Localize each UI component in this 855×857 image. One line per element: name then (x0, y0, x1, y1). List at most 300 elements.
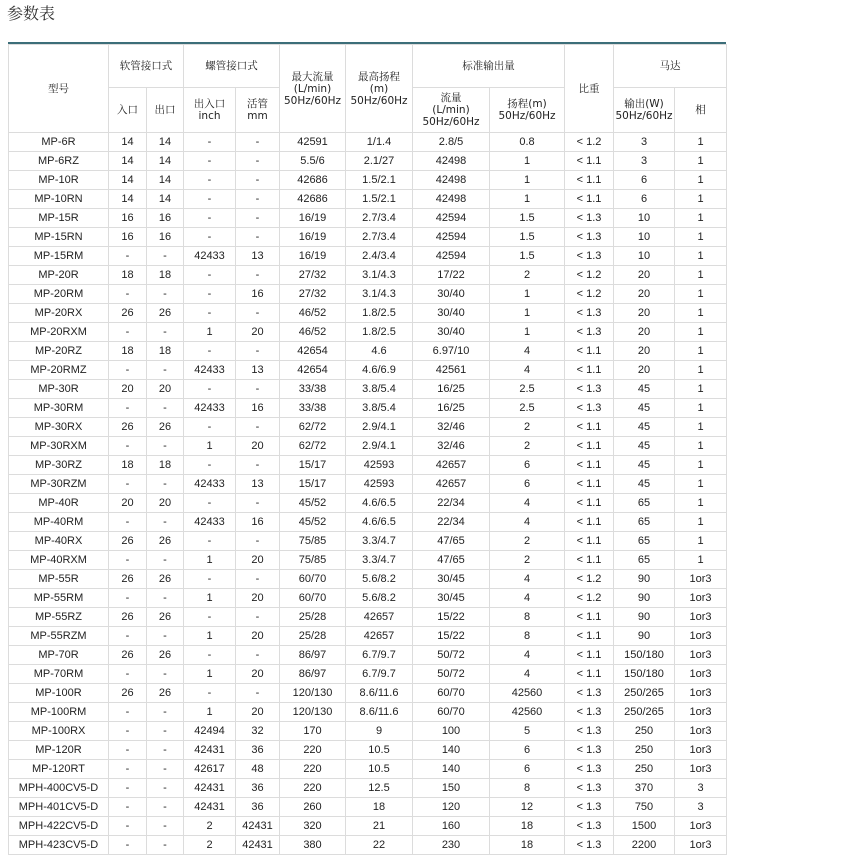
cell-specific-gravity: < 1.1 (565, 418, 614, 437)
cell-live-pipe-mm: - (236, 570, 280, 589)
cell-std-flow: 42498 (413, 171, 490, 190)
cell-specific-gravity: < 1.1 (565, 152, 614, 171)
cell-specific-gravity: < 1.1 (565, 627, 614, 646)
cell-inlet: 26 (109, 532, 147, 551)
cell-specific-gravity: < 1.3 (565, 760, 614, 779)
cell-live-pipe-mm: 20 (236, 703, 280, 722)
cell-motor-phase: 1or3 (675, 836, 727, 855)
cell-inlet: - (109, 665, 147, 684)
cell-outlet: - (147, 589, 184, 608)
cell-specific-gravity: < 1.3 (565, 836, 614, 855)
cell-max-flow: 75/85 (280, 551, 346, 570)
cell-max-head: 2.7/3.4 (346, 228, 413, 247)
cell-outlet: 14 (147, 152, 184, 171)
cell-live-pipe-mm: - (236, 608, 280, 627)
cell-max-head: 42657 (346, 608, 413, 627)
cell-motor-power: 250 (614, 722, 675, 741)
cell-outlet: - (147, 798, 184, 817)
cell-std-flow: 160 (413, 817, 490, 836)
cell-model: MP-55RZM (9, 627, 109, 646)
cell-outlet: 20 (147, 494, 184, 513)
cell-live-pipe-mm: 20 (236, 437, 280, 456)
cell-motor-phase: 1or3 (675, 589, 727, 608)
cell-inlet: - (109, 760, 147, 779)
cell-motor-power: 250 (614, 741, 675, 760)
cell-max-flow: 220 (280, 760, 346, 779)
table-row (9, 494, 727, 513)
cell-in-out-inch: - (184, 342, 236, 361)
cell-std-flow: 30/40 (413, 323, 490, 342)
cell-max-head: 2.9/4.1 (346, 418, 413, 437)
cell-std-flow: 30/45 (413, 570, 490, 589)
table-row (9, 798, 727, 817)
cell-live-pipe-mm: 42431 (236, 817, 280, 836)
cell-outlet: 16 (147, 228, 184, 247)
cell-specific-gravity: < 1.1 (565, 475, 614, 494)
cell-max-flow: 62/72 (280, 418, 346, 437)
cell-motor-power: 3 (614, 133, 675, 152)
cell-std-flow: 50/72 (413, 665, 490, 684)
cell-specific-gravity: < 1.1 (565, 342, 614, 361)
cell-specific-gravity: < 1.1 (565, 513, 614, 532)
cell-specific-gravity: < 1.1 (565, 494, 614, 513)
cell-live-pipe-mm: 13 (236, 361, 280, 380)
cell-live-pipe-mm: - (236, 418, 280, 437)
cell-live-pipe-mm: 36 (236, 741, 280, 760)
cell-max-flow: 33/38 (280, 399, 346, 418)
cell-inlet: - (109, 703, 147, 722)
cell-in-out-inch: - (184, 133, 236, 152)
cell-specific-gravity: < 1.3 (565, 380, 614, 399)
cell-in-out-inch: 1 (184, 551, 236, 570)
cell-max-flow: 25/28 (280, 608, 346, 627)
cell-model: MP-20RZ (9, 342, 109, 361)
table-row (9, 551, 727, 570)
cell-max-flow: 5.5/6 (280, 152, 346, 171)
cell-std-flow: 42657 (413, 475, 490, 494)
cell-motor-phase: 1 (675, 228, 727, 247)
cell-max-head: 4.6 (346, 342, 413, 361)
cell-in-out-inch: 2 (184, 817, 236, 836)
cell-std-flow: 47/65 (413, 551, 490, 570)
cell-in-out-inch: 42433 (184, 399, 236, 418)
cell-motor-power: 6 (614, 171, 675, 190)
cell-live-pipe-mm: 36 (236, 798, 280, 817)
header-max-flow: 最大流量 (L/min) 50Hz/60Hz (280, 45, 346, 133)
table-row (9, 342, 727, 361)
table-row (9, 361, 727, 380)
cell-std-head: 4 (490, 646, 565, 665)
cell-outlet: - (147, 741, 184, 760)
cell-motor-phase: 1 (675, 304, 727, 323)
cell-specific-gravity: < 1.3 (565, 741, 614, 760)
table-row (9, 741, 727, 760)
cell-specific-gravity: < 1.2 (565, 285, 614, 304)
cell-specific-gravity: < 1.3 (565, 323, 614, 342)
cell-specific-gravity: < 1.3 (565, 209, 614, 228)
cell-outlet: - (147, 437, 184, 456)
table-row (9, 266, 727, 285)
cell-outlet: 26 (147, 608, 184, 627)
cell-max-head: 3.8/5.4 (346, 399, 413, 418)
cell-in-out-inch: 1 (184, 703, 236, 722)
cell-inlet: - (109, 247, 147, 266)
cell-specific-gravity: < 1.3 (565, 779, 614, 798)
cell-max-flow: 86/97 (280, 646, 346, 665)
cell-max-flow: 42654 (280, 342, 346, 361)
cell-inlet: 18 (109, 342, 147, 361)
cell-outlet: - (147, 665, 184, 684)
cell-live-pipe-mm: 20 (236, 627, 280, 646)
cell-max-flow: 62/72 (280, 437, 346, 456)
cell-max-head: 3.3/4.7 (346, 532, 413, 551)
cell-inlet: 26 (109, 608, 147, 627)
cell-motor-phase: 1 (675, 342, 727, 361)
cell-in-out-inch: - (184, 209, 236, 228)
cell-max-flow: 33/38 (280, 380, 346, 399)
cell-in-out-inch: 1 (184, 627, 236, 646)
cell-max-head: 21 (346, 817, 413, 836)
cell-inlet: 18 (109, 266, 147, 285)
cell-in-out-inch: - (184, 152, 236, 171)
cell-specific-gravity: < 1.1 (565, 190, 614, 209)
cell-specific-gravity: < 1.1 (565, 532, 614, 551)
cell-motor-phase: 1 (675, 247, 727, 266)
cell-in-out-inch: 42431 (184, 741, 236, 760)
table-row (9, 722, 727, 741)
cell-motor-phase: 1or3 (675, 741, 727, 760)
cell-max-flow: 220 (280, 779, 346, 798)
cell-live-pipe-mm: - (236, 266, 280, 285)
cell-in-out-inch: 42433 (184, 247, 236, 266)
cell-std-head: 1 (490, 285, 565, 304)
cell-inlet: - (109, 551, 147, 570)
cell-specific-gravity: < 1.3 (565, 684, 614, 703)
cell-max-flow: 45/52 (280, 494, 346, 513)
cell-max-head: 4.6/6.5 (346, 513, 413, 532)
cell-outlet: 14 (147, 133, 184, 152)
cell-outlet: - (147, 779, 184, 798)
cell-max-head: 1.5/2.1 (346, 190, 413, 209)
cell-in-out-inch: - (184, 285, 236, 304)
cell-max-head: 2.1/27 (346, 152, 413, 171)
header-phase: 相 (675, 88, 727, 133)
cell-live-pipe-mm: - (236, 456, 280, 475)
cell-motor-power: 45 (614, 475, 675, 494)
cell-std-flow: 15/22 (413, 608, 490, 627)
table-row (9, 152, 727, 171)
cell-max-head: 9 (346, 722, 413, 741)
cell-model: MP-20RMZ (9, 361, 109, 380)
cell-std-flow: 42498 (413, 190, 490, 209)
cell-std-flow: 30/40 (413, 285, 490, 304)
cell-motor-phase: 1 (675, 266, 727, 285)
page-title: 参数表 (7, 4, 56, 23)
cell-live-pipe-mm: - (236, 646, 280, 665)
cell-max-head: 6.7/9.7 (346, 665, 413, 684)
cell-motor-power: 90 (614, 589, 675, 608)
cell-model: MP-100RX (9, 722, 109, 741)
cell-std-head: 8 (490, 608, 565, 627)
cell-motor-phase: 1 (675, 152, 727, 171)
cell-model: MP-40RXM (9, 551, 109, 570)
cell-max-flow: 260 (280, 798, 346, 817)
cell-inlet: - (109, 627, 147, 646)
cell-in-out-inch: - (184, 570, 236, 589)
cell-max-head: 22 (346, 836, 413, 855)
cell-live-pipe-mm: 16 (236, 285, 280, 304)
cell-model: MPH-400CV5-D (9, 779, 109, 798)
cell-std-head: 6 (490, 760, 565, 779)
cell-max-head: 10.5 (346, 760, 413, 779)
table-row (9, 418, 727, 437)
table-body (9, 133, 727, 855)
cell-std-flow: 42561 (413, 361, 490, 380)
cell-std-head: 2.5 (490, 380, 565, 399)
cell-outlet: 18 (147, 342, 184, 361)
cell-max-head: 8.6/11.6 (346, 684, 413, 703)
cell-max-head: 3.3/4.7 (346, 551, 413, 570)
cell-motor-phase: 1or3 (675, 722, 727, 741)
cell-motor-phase: 1 (675, 456, 727, 475)
cell-motor-power: 20 (614, 285, 675, 304)
cell-motor-phase: 1 (675, 171, 727, 190)
table-row (9, 513, 727, 532)
cell-std-head: 42560 (490, 703, 565, 722)
cell-in-out-inch: - (184, 380, 236, 399)
cell-motor-phase: 1or3 (675, 817, 727, 836)
cell-specific-gravity: < 1.3 (565, 722, 614, 741)
cell-max-head: 6.7/9.7 (346, 646, 413, 665)
cell-live-pipe-mm: 13 (236, 247, 280, 266)
cell-model: MP-55R (9, 570, 109, 589)
cell-motor-power: 10 (614, 247, 675, 266)
header-inlet: 入口 (109, 88, 147, 133)
cell-inlet: 26 (109, 684, 147, 703)
cell-live-pipe-mm: 20 (236, 323, 280, 342)
cell-max-flow: 60/70 (280, 589, 346, 608)
table-row (9, 627, 727, 646)
cell-std-head: 1 (490, 323, 565, 342)
table-row (9, 323, 727, 342)
cell-in-out-inch: 1 (184, 323, 236, 342)
cell-live-pipe-mm: 20 (236, 589, 280, 608)
cell-model: MP-20RM (9, 285, 109, 304)
cell-max-head: 1.8/2.5 (346, 304, 413, 323)
cell-motor-power: 65 (614, 532, 675, 551)
cell-inlet: 14 (109, 171, 147, 190)
cell-motor-power: 20 (614, 304, 675, 323)
cell-motor-power: 20 (614, 323, 675, 342)
cell-specific-gravity: < 1.1 (565, 665, 614, 684)
cell-max-flow: 16/19 (280, 209, 346, 228)
header-flow: 流量 (L/min) 50Hz/60Hz (413, 88, 490, 133)
cell-motor-phase: 1or3 (675, 760, 727, 779)
cell-motor-phase: 1or3 (675, 608, 727, 627)
cell-motor-power: 150/180 (614, 665, 675, 684)
cell-specific-gravity: < 1.1 (565, 361, 614, 380)
cell-std-head: 1 (490, 304, 565, 323)
cell-std-flow: 6.97/10 (413, 342, 490, 361)
cell-std-head: 5 (490, 722, 565, 741)
table-row (9, 532, 727, 551)
cell-max-flow: 15/17 (280, 475, 346, 494)
cell-max-flow: 42654 (280, 361, 346, 380)
cell-max-head: 2.7/3.4 (346, 209, 413, 228)
cell-motor-phase: 1 (675, 494, 727, 513)
cell-model: MP-6RZ (9, 152, 109, 171)
header-bellows: 螺管接口式 (184, 45, 280, 88)
cell-inlet: - (109, 589, 147, 608)
header-motor: 马达 (614, 45, 727, 88)
cell-motor-phase: 1 (675, 551, 727, 570)
cell-motor-phase: 1 (675, 380, 727, 399)
cell-inlet: 14 (109, 152, 147, 171)
cell-motor-phase: 1 (675, 209, 727, 228)
cell-inlet: 20 (109, 494, 147, 513)
cell-specific-gravity: < 1.3 (565, 399, 614, 418)
cell-std-flow: 22/34 (413, 513, 490, 532)
cell-in-out-inch: - (184, 608, 236, 627)
cell-live-pipe-mm: - (236, 190, 280, 209)
cell-motor-phase: 1 (675, 190, 727, 209)
cell-specific-gravity: < 1.3 (565, 247, 614, 266)
table-row (9, 399, 727, 418)
cell-max-flow: 42591 (280, 133, 346, 152)
table-row (9, 760, 727, 779)
cell-max-flow: 86/97 (280, 665, 346, 684)
cell-outlet: 26 (147, 684, 184, 703)
cell-std-head: 2.5 (490, 399, 565, 418)
cell-motor-power: 65 (614, 494, 675, 513)
cell-outlet: 20 (147, 380, 184, 399)
table-row (9, 836, 727, 855)
cell-std-flow: 15/22 (413, 627, 490, 646)
cell-max-head: 2.9/4.1 (346, 437, 413, 456)
cell-live-pipe-mm: 20 (236, 665, 280, 684)
cell-std-flow: 230 (413, 836, 490, 855)
cell-live-pipe-mm: - (236, 133, 280, 152)
cell-live-pipe-mm: 42431 (236, 836, 280, 855)
cell-motor-power: 45 (614, 380, 675, 399)
cell-std-head: 1 (490, 171, 565, 190)
cell-model: MP-40R (9, 494, 109, 513)
table-row (9, 665, 727, 684)
table-row (9, 190, 727, 209)
cell-motor-power: 250/265 (614, 703, 675, 722)
header-model: 型号 (9, 45, 109, 133)
cell-std-flow: 47/65 (413, 532, 490, 551)
cell-motor-power: 90 (614, 608, 675, 627)
cell-specific-gravity: < 1.1 (565, 551, 614, 570)
cell-motor-power: 65 (614, 513, 675, 532)
cell-std-head: 6 (490, 456, 565, 475)
table-row (9, 475, 727, 494)
cell-std-flow: 100 (413, 722, 490, 741)
cell-live-pipe-mm: 16 (236, 399, 280, 418)
cell-live-pipe-mm: 48 (236, 760, 280, 779)
cell-live-pipe-mm: 13 (236, 475, 280, 494)
table-row (9, 570, 727, 589)
cell-std-head: 4 (490, 342, 565, 361)
cell-in-out-inch: 42494 (184, 722, 236, 741)
cell-in-out-inch: 1 (184, 589, 236, 608)
cell-model: MP-40RM (9, 513, 109, 532)
cell-model: MP-40RX (9, 532, 109, 551)
cell-in-out-inch: 42431 (184, 779, 236, 798)
cell-outlet: 26 (147, 532, 184, 551)
cell-in-out-inch: 42433 (184, 361, 236, 380)
cell-max-flow: 16/19 (280, 228, 346, 247)
cell-motor-power: 370 (614, 779, 675, 798)
cell-live-pipe-mm: - (236, 228, 280, 247)
cell-outlet: - (147, 627, 184, 646)
cell-in-out-inch: - (184, 646, 236, 665)
header-live-pipe-mm: 活管 mm (236, 88, 280, 133)
cell-model: MP-100RM (9, 703, 109, 722)
cell-model: MP-70RM (9, 665, 109, 684)
cell-motor-power: 3 (614, 152, 675, 171)
cell-live-pipe-mm: - (236, 209, 280, 228)
table-row (9, 817, 727, 836)
cell-std-head: 1.5 (490, 228, 565, 247)
cell-max-head: 4.6/6.9 (346, 361, 413, 380)
cell-specific-gravity: < 1.1 (565, 646, 614, 665)
table-row (9, 456, 727, 475)
cell-max-head: 5.6/8.2 (346, 589, 413, 608)
cell-outlet: 26 (147, 570, 184, 589)
cell-max-flow: 46/52 (280, 323, 346, 342)
cell-std-flow: 30/45 (413, 589, 490, 608)
cell-model: MP-70R (9, 646, 109, 665)
cell-in-out-inch: 42433 (184, 513, 236, 532)
cell-motor-power: 1500 (614, 817, 675, 836)
cell-live-pipe-mm: 20 (236, 551, 280, 570)
cell-model: MPH-401CV5-D (9, 798, 109, 817)
cell-outlet: - (147, 323, 184, 342)
cell-std-flow: 22/34 (413, 494, 490, 513)
table-row (9, 209, 727, 228)
table-header (9, 45, 727, 133)
cell-outlet: 26 (147, 646, 184, 665)
cell-std-head: 1.5 (490, 247, 565, 266)
table-row (9, 228, 727, 247)
cell-std-head: 2 (490, 532, 565, 551)
cell-outlet: 18 (147, 266, 184, 285)
cell-std-flow: 16/25 (413, 380, 490, 399)
table-row (9, 437, 727, 456)
cell-live-pipe-mm: - (236, 152, 280, 171)
cell-outlet: - (147, 836, 184, 855)
cell-inlet: - (109, 361, 147, 380)
cell-model: MPH-423CV5-D (9, 836, 109, 855)
cell-std-flow: 60/70 (413, 684, 490, 703)
cell-motor-phase: 1 (675, 361, 727, 380)
cell-specific-gravity: < 1.1 (565, 171, 614, 190)
cell-specific-gravity: < 1.3 (565, 703, 614, 722)
cell-inlet: - (109, 475, 147, 494)
cell-motor-power: 90 (614, 570, 675, 589)
cell-outlet: - (147, 399, 184, 418)
cell-max-head: 1.5/2.1 (346, 171, 413, 190)
cell-inlet: - (109, 513, 147, 532)
cell-motor-power: 250 (614, 760, 675, 779)
cell-inlet: - (109, 323, 147, 342)
cell-motor-phase: 1 (675, 418, 727, 437)
cell-outlet: - (147, 247, 184, 266)
cell-model: MP-20R (9, 266, 109, 285)
cell-motor-phase: 1 (675, 437, 727, 456)
